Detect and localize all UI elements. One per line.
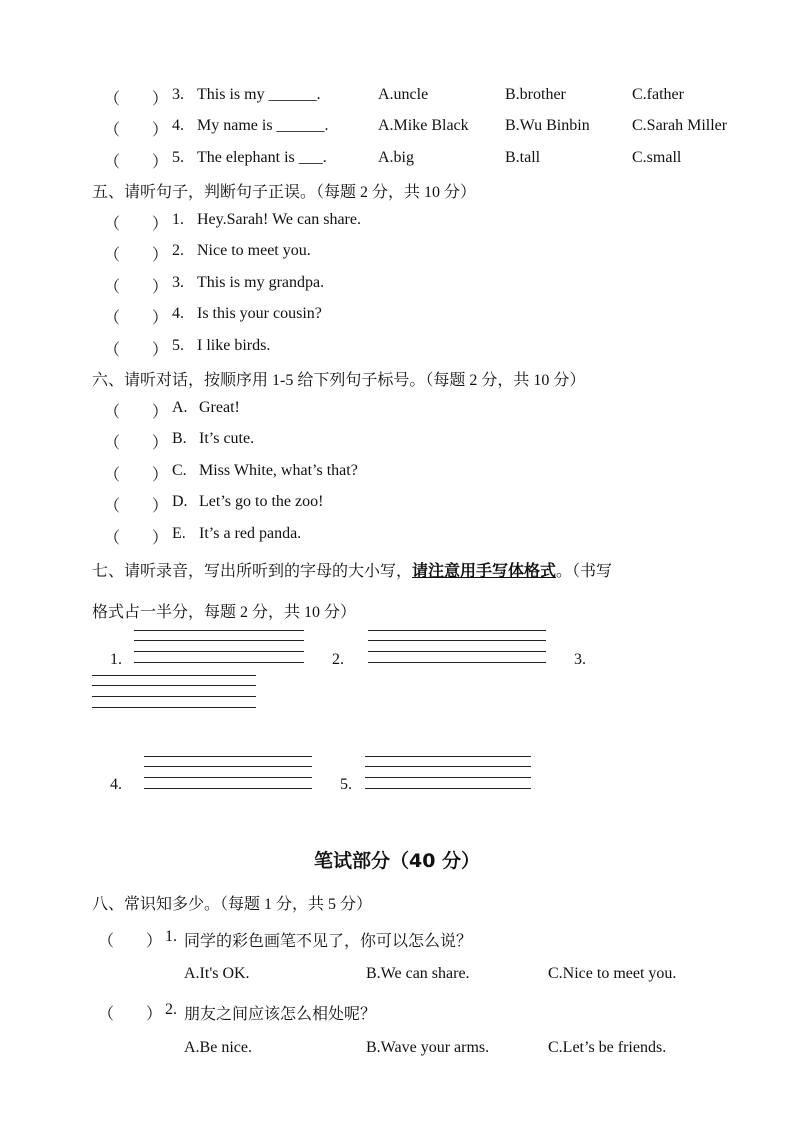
answer-paren-close: ） <box>146 933 163 950</box>
sentence-letter: C. <box>172 462 187 479</box>
answer-paren-open: （ <box>104 498 121 515</box>
question-number: 1. <box>165 928 177 945</box>
section-heading-part6: 六、请听对话，按顺序用 1-5 给下列句子标号。（每题 2 分，共 10 分） <box>92 372 586 389</box>
option-c: C.Nice to meet you. <box>548 965 677 982</box>
answer-paren-open: （ <box>104 216 121 233</box>
answer-paren-open: （ <box>98 933 115 950</box>
writing-label-4: 4. <box>110 776 122 793</box>
question-text: 朋友之间应该怎么相处呢？ <box>184 1006 377 1023</box>
writing-lines-3[interactable] <box>92 675 256 707</box>
answer-paren-close: ） <box>152 530 169 547</box>
sentence-letter: A. <box>172 399 188 416</box>
section-heading-part5: 五、请听句子，判断句子正误。（每题 2 分，共 10 分） <box>92 184 477 201</box>
heading-text: 。（书写 <box>556 563 613 580</box>
question-text: This is my ______. <box>197 86 321 103</box>
answer-paren-open: （ <box>104 530 121 547</box>
question-text: I like birds. <box>197 337 271 354</box>
writing-label-3: 3. <box>574 651 586 668</box>
answer-paren-close: ） <box>152 467 169 484</box>
sentence-text: Miss White, what’s that? <box>199 462 358 479</box>
answer-paren-close: ） <box>152 435 169 452</box>
answer-paren-open: （ <box>104 279 121 296</box>
option-a: A.Mike Black <box>378 117 469 134</box>
answer-paren-close: ） <box>152 342 169 359</box>
answer-paren-open: （ <box>104 310 121 327</box>
question-text: Nice to meet you. <box>197 242 311 259</box>
section-heading-part7-line2: 格式占一半分，每题 2 分，共 10 分） <box>92 604 357 621</box>
answer-paren-open: （ <box>104 122 121 139</box>
answer-paren-open: （ <box>104 342 121 359</box>
answer-paren-close: ） <box>146 1006 163 1023</box>
heading-text: 七、请听录音，写出所听到的字母的大小写， <box>92 563 413 580</box>
written-part-title: 笔试部分（40 分） <box>313 850 481 872</box>
option-c: C.small <box>632 149 682 166</box>
writing-lines-4[interactable] <box>144 756 312 788</box>
answer-paren-close: ） <box>152 498 169 515</box>
question-number: 2. <box>172 242 184 259</box>
option-b: B.brother <box>505 86 566 103</box>
writing-label-2: 2. <box>332 651 344 668</box>
sentence-letter: D. <box>172 493 188 510</box>
option-a: A.big <box>378 149 414 166</box>
writing-label-5: 5. <box>340 776 352 793</box>
option-c: C.father <box>632 86 684 103</box>
writing-lines-5[interactable] <box>365 756 531 788</box>
answer-paren-close: ） <box>152 279 169 296</box>
answer-paren-open: （ <box>104 467 121 484</box>
option-a: A.uncle <box>378 86 429 103</box>
sentence-text: Great! <box>199 399 240 416</box>
answer-paren-open: （ <box>98 1006 115 1023</box>
question-number: 4. <box>172 117 184 134</box>
sentence-text: Let’s go to the zoo! <box>199 493 324 510</box>
sentence-text: It’s cute. <box>199 430 255 447</box>
answer-paren-close: ） <box>152 310 169 327</box>
answer-paren-close: ） <box>152 404 169 421</box>
question-number: 3. <box>172 274 184 291</box>
question-text: 同学的彩色画笔不见了，你可以怎么说？ <box>184 933 473 950</box>
option-b: B.tall <box>505 149 541 166</box>
question-text: The elephant is ___. <box>197 149 327 166</box>
answer-paren-open: （ <box>104 247 121 264</box>
answer-paren-close: ） <box>152 247 169 264</box>
option-b: B.Wave your arms. <box>366 1039 490 1056</box>
question-number: 4. <box>172 305 184 322</box>
option-c: C.Sarah Miller <box>632 117 728 134</box>
option-a: A.Be nice. <box>184 1039 252 1056</box>
option-b: B.We can share. <box>366 965 470 982</box>
answer-paren-open: （ <box>104 435 121 452</box>
question-number: 2. <box>165 1001 177 1018</box>
question-text: Is this your cousin? <box>197 305 322 322</box>
question-number: 1. <box>172 211 184 228</box>
option-c: C.Let’s be friends. <box>548 1039 667 1056</box>
question-text: This is my grandpa. <box>197 274 325 291</box>
sentence-text: It’s a red panda. <box>199 525 302 542</box>
answer-paren-close: ） <box>152 154 169 171</box>
option-a: A.It's OK. <box>184 965 250 982</box>
answer-paren-open: （ <box>104 91 121 108</box>
question-text: My name is ______. <box>197 117 329 134</box>
question-number: 5. <box>172 149 184 166</box>
question-number: 5. <box>172 337 184 354</box>
section-heading-part7 <box>92 558 612 581</box>
sentence-letter: E. <box>172 525 186 542</box>
sentence-letter: B. <box>172 430 187 447</box>
writing-label-1: 1. <box>110 651 122 668</box>
answer-paren-open: （ <box>104 404 121 421</box>
answer-paren-close: ） <box>152 122 169 139</box>
question-text: Hey.Sarah! We can share. <box>197 211 361 228</box>
writing-lines-2[interactable] <box>368 630 546 662</box>
answer-paren-close: ） <box>152 216 169 233</box>
question-number: 3. <box>172 86 184 103</box>
heading-emphasis: 请注意用手写体格式 <box>412 563 557 580</box>
writing-lines-1[interactable] <box>134 630 304 662</box>
section-heading-part8: 八、常识知多少。（每题 1 分，共 5 分） <box>92 896 373 913</box>
answer-paren-open: （ <box>104 154 121 171</box>
answer-paren-close: ） <box>152 91 169 108</box>
option-b: B.Wu Binbin <box>505 117 590 134</box>
